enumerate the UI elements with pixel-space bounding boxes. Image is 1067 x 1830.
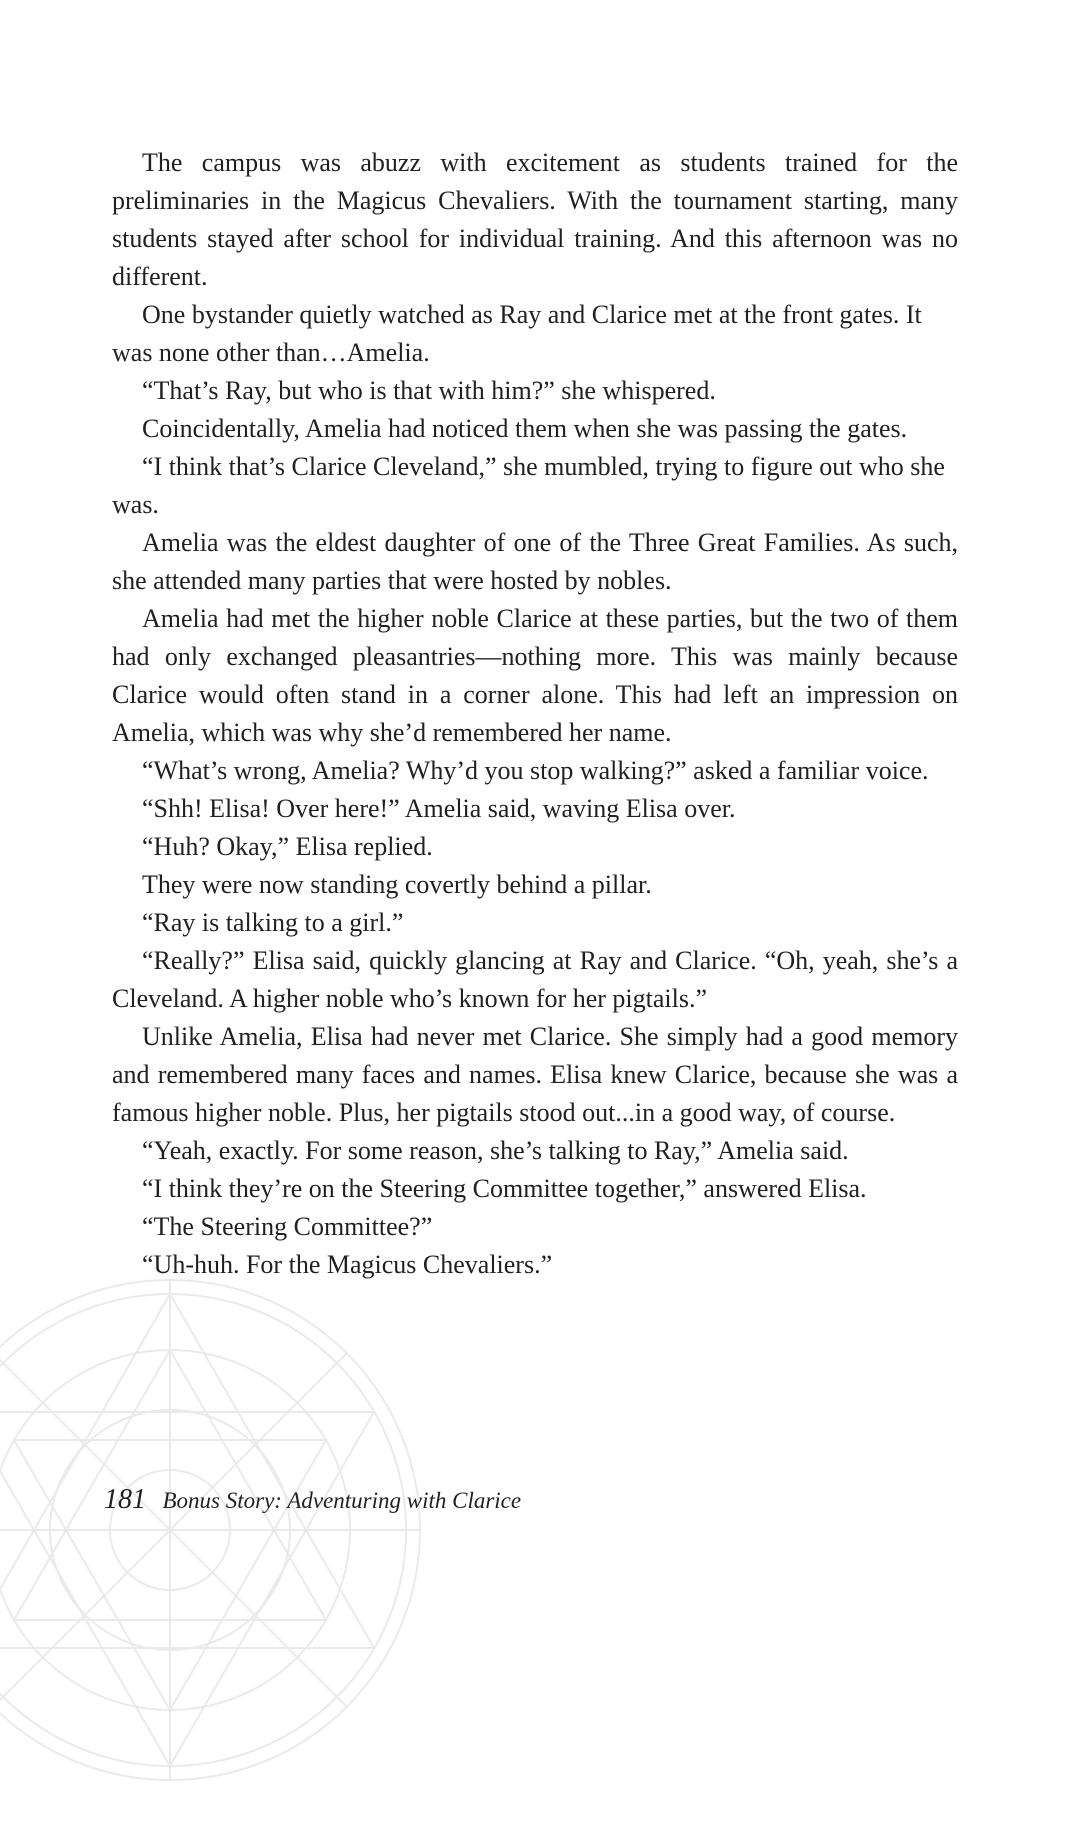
paragraph-3: “That’s Ray, but who is that with him?” she whispered. <box>142 376 716 405</box>
paragraph-14: Unlike Amelia, Elisa had never met Clarice. She simply had a good memory and remembered many faces and names. Elisa knew Clarice, because she was a famous higher noble. Plus, her pigtails stood out...in a good way, of course. <box>112 1022 958 1127</box>
paragraph-2: One bystander quietly watched as Ray and Clarice met at the front gates. It was none other than…Amelia. <box>112 300 922 367</box>
paragraph-13: “Really?” Elisa said, quickly glancing at Ray and Clarice. “Oh, yeah, she’s a Cleveland. A higher noble who’s known for her pigtails.” <box>112 946 958 1013</box>
paragraph-15: “Yeah, exactly. For some reason, she’s talking to Ray,” Amelia said. <box>142 1136 849 1165</box>
running-title: Bonus Story: Adventuring with Clarice <box>162 1488 522 1513</box>
paragraph-12: “Ray is talking to a girl.” <box>142 908 404 937</box>
magic-circle-icon <box>0 1230 470 1830</box>
page-number: 181 <box>104 1484 146 1515</box>
paragraph-9: “Shh! Elisa! Over here!” Amelia said, waving Elisa over. <box>142 794 736 823</box>
paragraph-6: Amelia was the eldest daughter of one of the Three Great Families. As such, she attended many parties that were hosted by nobles. <box>112 528 958 595</box>
paragraph-5: “I think that’s Clarice Cleveland,” she mumbled, trying to figure out who she was. <box>112 452 945 519</box>
paragraph-17: “The Steering Committee?” <box>142 1212 433 1241</box>
body-text <box>112 144 958 1284</box>
paragraph-10: “Huh? Okay,” Elisa replied. <box>142 832 433 861</box>
paragraph-18: “Uh-huh. For the Magicus Chevaliers.” <box>142 1250 553 1279</box>
page-footer <box>104 1484 521 1516</box>
paragraph-1: The campus was abuzz with excitement as students trained for the preliminaries in the Magicus Chevaliers. With the tournament starting, many students stayed after school for individual training. And this afternoon was no different. <box>112 148 958 291</box>
paragraph-16: “I think they’re on the Steering Committee together,” answered Elisa. <box>142 1174 867 1203</box>
paragraph-8: “What’s wrong, Amelia? Why’d you stop walking?” asked a familiar voice. <box>142 756 929 785</box>
paragraph-7: Amelia had met the higher noble Clarice at these parties, but the two of them had only exchanged pleasantries—nothing more. This was mainly because Clarice would often stand in a corner alone. This had left an impression on Amelia, which was why she’d remembered her name. <box>112 604 958 747</box>
paragraph-4: Coincidentally, Amelia had noticed them when she was passing the gates. <box>142 414 908 443</box>
paragraph-11: They were now standing covertly behind a pillar. <box>142 870 652 899</box>
